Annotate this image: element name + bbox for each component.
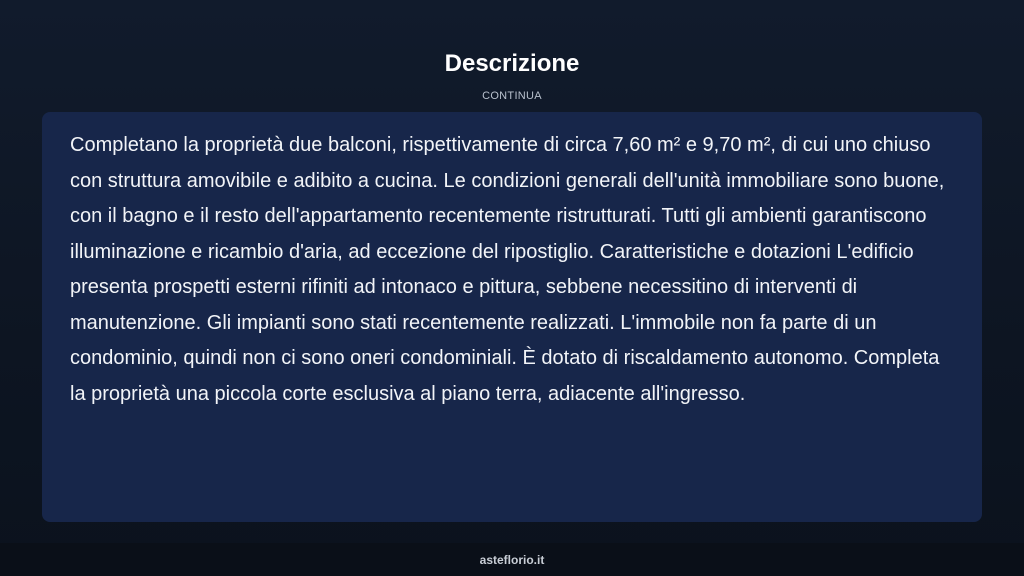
page-subtitle: CONTINUA (482, 90, 542, 102)
description-card (42, 112, 982, 522)
description-text: Completano la proprietà due balconi, rispettivamente di circa 7,60 m² e 9,70 m², di cui uno chiuso con struttura amovibile e adibito a cucina. Le condizioni generali dell'unità immobiliare sono buone, con il bagno e il resto dell'appartamento recentemente ristrutturati. Tutti gli ambienti garantiscono illuminazione e ricambio d'aria, ad eccezione del ripostiglio. Caratteristiche e dotazioni L'edificio presenta prospetti esterni rifiniti ad intonaco e pittura, sebbene necessitino di interventi di manutenzione. Gli impianti sono stati recentemente realizzati. L'immobile non fa parte di un condominio, quindi non ci sono oneri condominiali. È dotato di riscaldamento autonomo. Completa la proprietà una piccola corte esclusiva al piano terra, adiacente all'ingresso. (70, 134, 945, 405)
footer-brand: asteflorio.it (479, 553, 545, 567)
footer (0, 543, 1024, 576)
page-title: Descrizione (444, 50, 580, 77)
